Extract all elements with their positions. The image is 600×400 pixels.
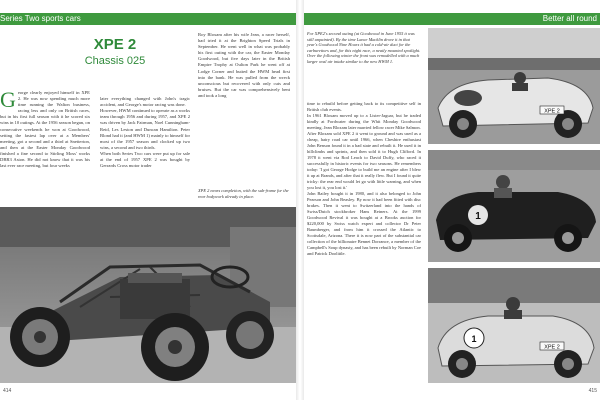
photo-xpe2-racing-1	[428, 28, 600, 144]
svg-text:1: 1	[471, 334, 477, 344]
column-1-text: eorge clearly enjoyed himself in XPE 2. He was now spending much more time running the Walton business, racing less and only on British races, but in his first full season with it he scored six wins in 10 outings. At the 1956 season began, on consecutive weekends he won at Goodwood, setting the fastest lap over at a Members' meeting, got a second and a third at Snetterton, and then at the Easter Monday Goodwood finished a fine second to Stirling Moss' works DBR3 Aston. He did not know that it was his last ever race meeting, but four weeks	[0, 90, 90, 169]
dropcap: G	[0, 90, 16, 112]
article-title: XPE 2	[93, 36, 137, 53]
text-column-4	[307, 95, 421, 385]
text-column-3	[198, 32, 290, 185]
photo-1-number-plate: XPE 2	[544, 108, 560, 115]
left-running-head: Series Two sports cars	[0, 14, 81, 23]
text-column-2	[100, 90, 190, 200]
right-folio: 415	[588, 388, 597, 394]
left-folio: 414	[3, 388, 12, 394]
text-column-1	[0, 90, 90, 200]
column-3-text: Roy Bloxam after his wife Jean, a racer herself, had tried it at the Brighton Speed Trials in September. He went well in what was probably his first outing with the car, the Easter Monday Goodwood, but five days later in the British Empire Trophy at Oulton Park he went off at Lodge Corner and butted the HWM head first into the bank. He was pulled from the wreck unconscious but recovered with only cuts and bruises. But the car was comprehensively bent and took a long	[198, 32, 290, 98]
caption-goodwood: For XPE2's second outing (at Goodwood in June 1955 it was still unpainted). By the time Lance Macklin drove it in that year's Goodwood Nine Hours it had a cold-air duct for the carburettors and, for this night race, a neatly mounted spotlight. Over the following winter the front was remodelled with a much larger oval air intake similar to the new HWM 1.	[307, 31, 421, 64]
caption-chassis-photo: XPE 2 nears completion, with the sub-frame for the rear bodywork already in place.	[198, 188, 289, 199]
right-running-head: Better all round	[542, 14, 597, 23]
photo-xpe2-racing-3	[428, 268, 600, 383]
racing-photo-1-illustration	[428, 28, 600, 144]
svg-text:1: 1	[475, 211, 481, 222]
photo-3-number-plate: XPE 2	[544, 344, 560, 351]
book-gutter	[296, 0, 304, 400]
racing-photo-3-illustration	[428, 268, 600, 383]
photo-chassis-build	[0, 207, 296, 383]
racing-photo-2-illustration	[428, 150, 600, 262]
column-4-text: time to rebuild before getting back to its competitive self in British club events. In 1961 Bloxam moved up to a Lister-Jaguar, but he traded kindly at Fordwater during the Whit Monday Goodwood meeting. Jean Bloxam later married fellow racer Mike Salmon. After Bloxam sold XPE 2 it went to ground and was used as a cheap, hairy road car until 1966, when Cheshire enthusiast John Benson found it in a bad state and rebuilt it. He used it in hillclimbs and sprints, and then sold it to Hugh Clifford. In 1978 it went via Rod Leach to David Duffy, who raced it successfully in historic events for two seasons. He remembers today: 'I got George Hodge to build me an engine after I blew it up at Brands, and after that it really flew. But I found it quite tricky: the rear end would let go with little warning, and when you lost it, you lost it.' John Bailey bought it in 1980, and it also belonged to John Pearson and John Beasley. By now it had been fitted with disc brakes. Then it went to Switzerland into the hands of Swiss/Dutch stockbroker Hans Reiners. At the 1999 Goodwood Revival it was bought at a Brooks auction for $220,000 by Swiss watch expert and collector Dr Peter Baumberger, and from him it crossed the Atlantic to Scottsdale, Arizona. There it is now part of the substantial car collection of the billionaire Bennet Dorrance, a member of the Campbell's Soup dynasty, and has been rebuilt by Norman Coe and Patrick Doolittle.	[307, 101, 421, 256]
column-2-text: later everything changed with John's tragic accident, and George's motor racing was done. However, HWM continued to operate as a works team through 1956 and during 1957, and XPE 2 was driven by Jack Fairman, Noel Cunningham-Reid, Les Leston and Duncan Hamilton. Peter Blond had it (and HWM 1) mainly to himself for most of the 1957 season and clocked up two wins, a second and two thirds. When both Series Two cars were put up for sale at the end of 1957 XPE 2 was bought by Gerrards Cross motor trader	[100, 96, 190, 169]
photo-xpe2-racing-2	[428, 150, 600, 262]
chassis-photo-illustration	[0, 207, 296, 383]
article-subtitle: Chassis 025	[84, 55, 146, 67]
